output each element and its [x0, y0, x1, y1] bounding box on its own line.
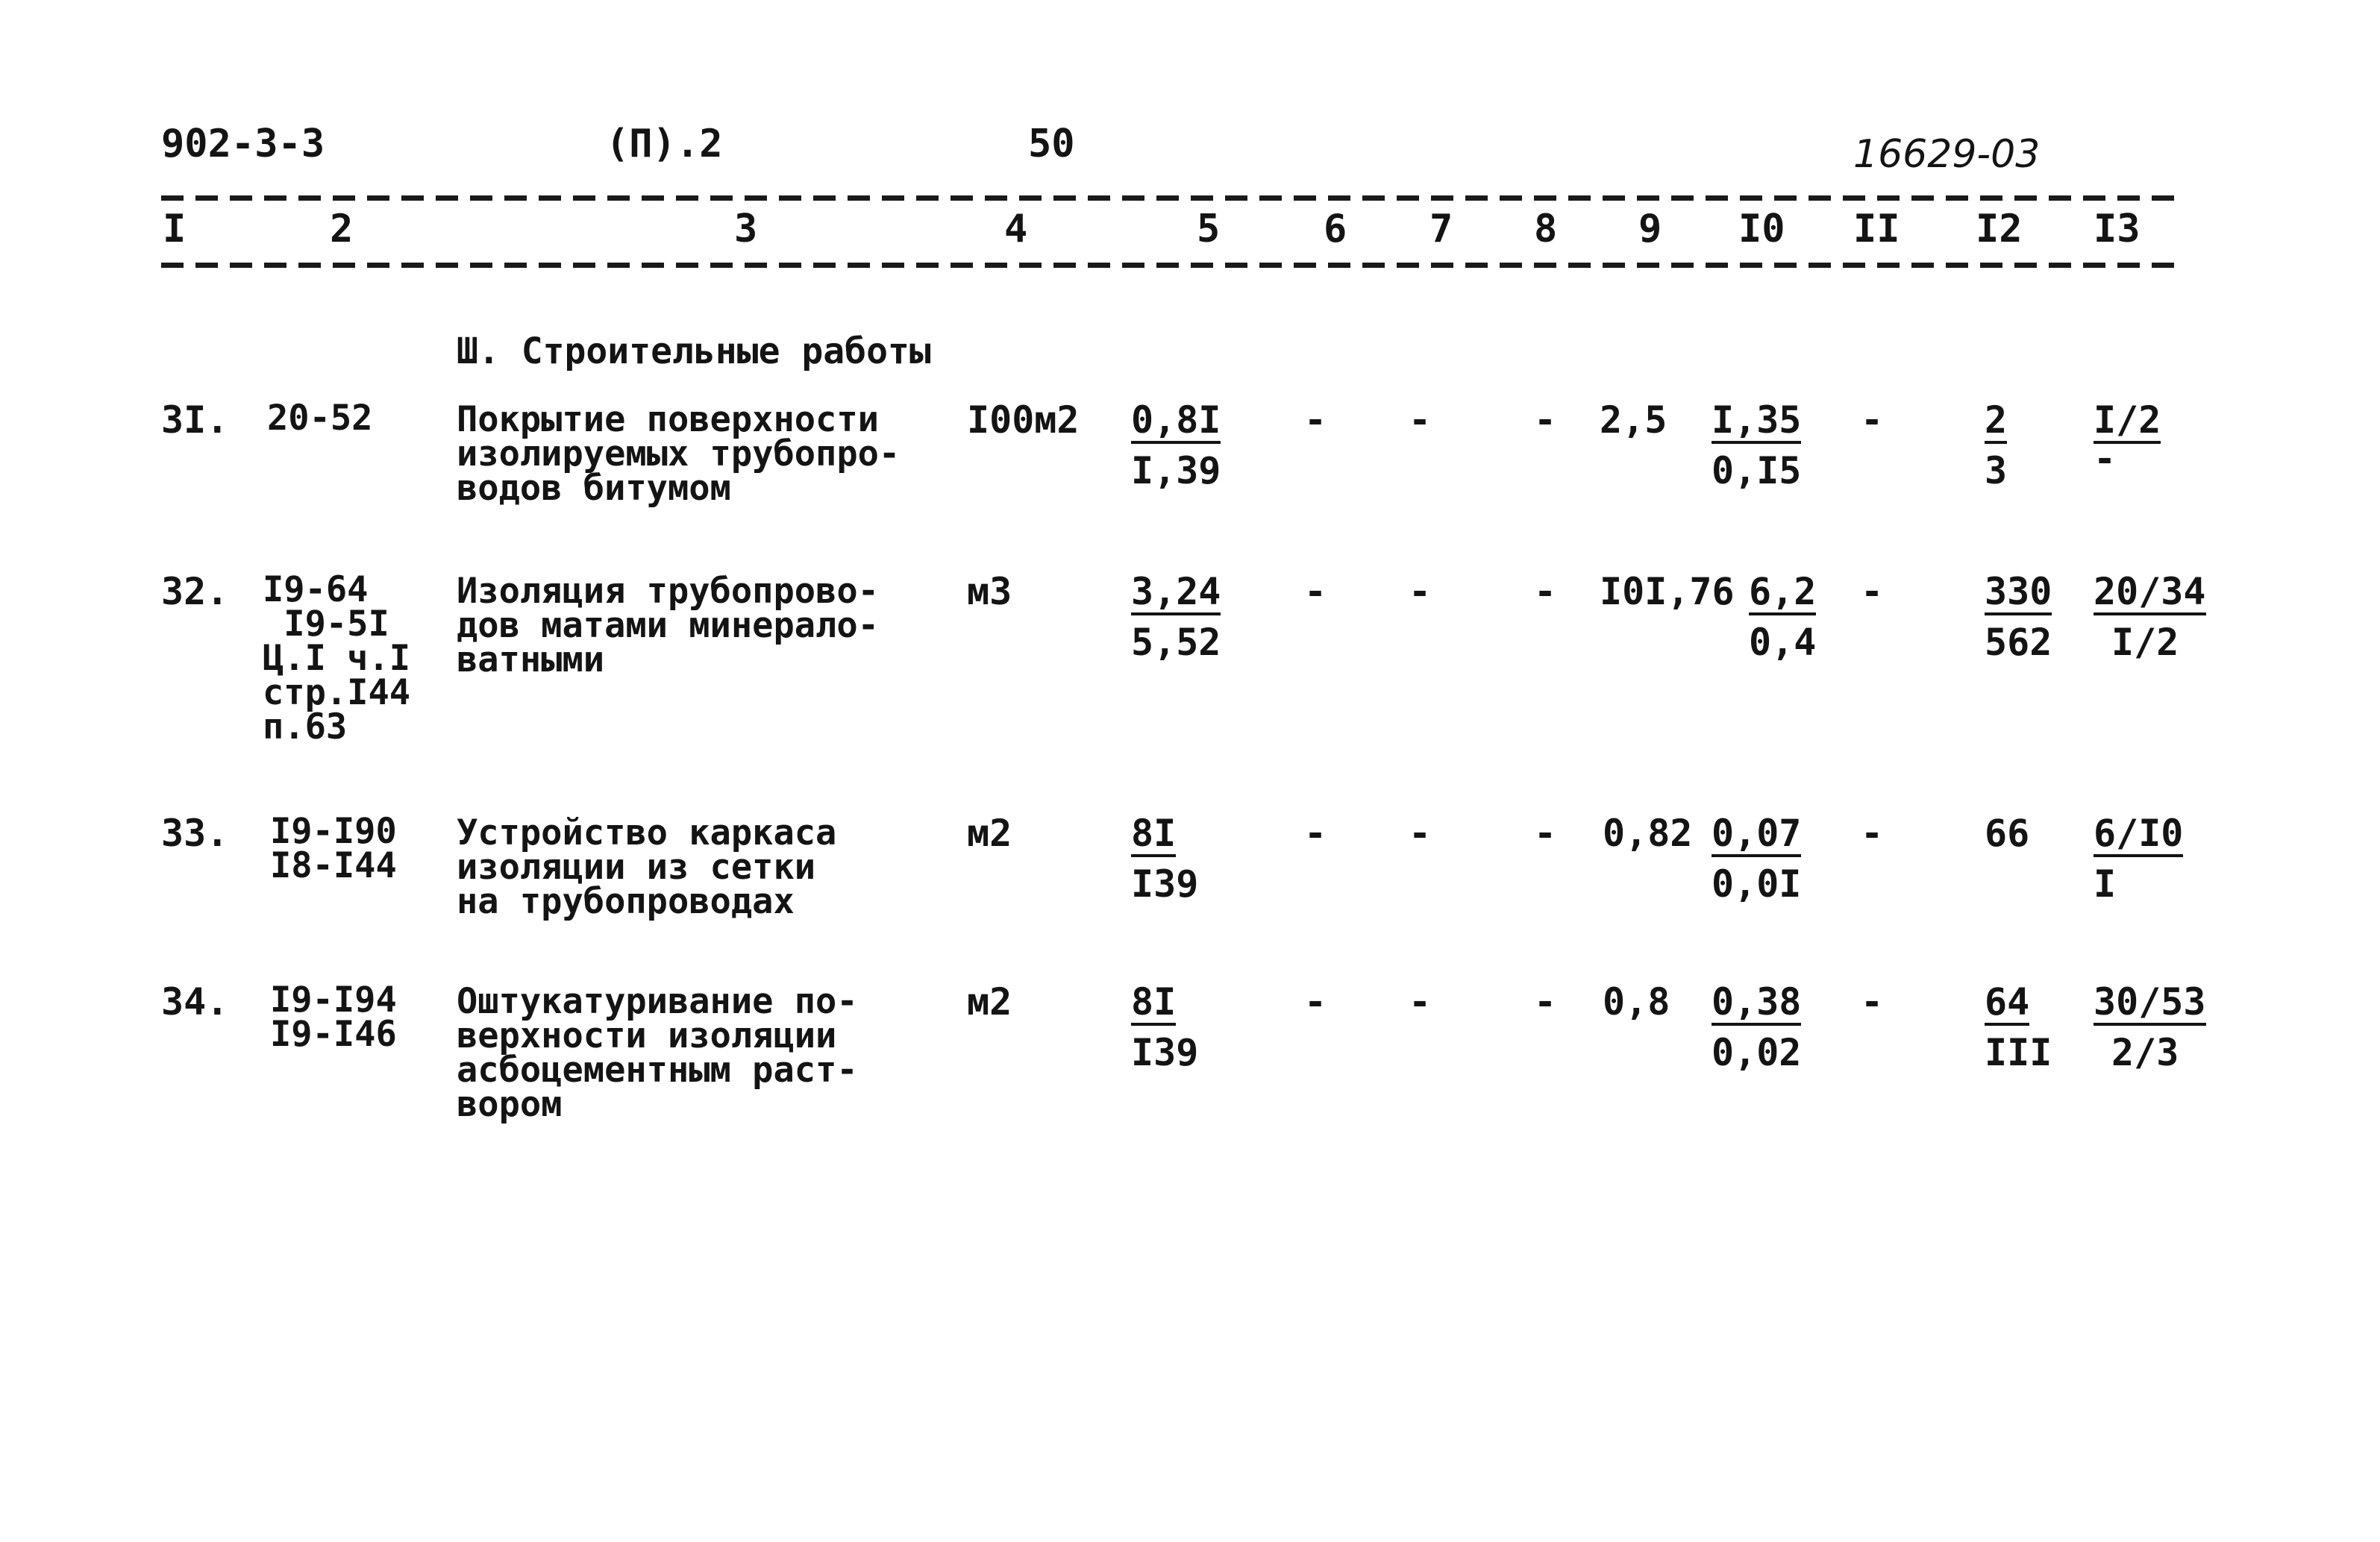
col10-top: 6,2: [1749, 573, 1816, 615]
col5-top: 8I: [1131, 815, 1176, 857]
col9: I0I,76: [1600, 570, 1735, 613]
col10-bottom: 0,02: [1712, 1031, 1802, 1074]
norm-codes: I9-I94 I9-I46: [270, 980, 397, 1055]
col10-bottom: 0,I5: [1712, 449, 1802, 492]
unit: м3: [967, 570, 1012, 613]
col13-bottom: I/2: [2111, 621, 2179, 664]
col13-bottom: -: [2094, 437, 2117, 480]
col10-bottom: 0,0I: [1712, 862, 1802, 906]
col7: -: [1409, 570, 1432, 613]
row-number: 34.: [161, 980, 229, 1024]
col6: -: [1304, 398, 1327, 442]
norm-codes: I9-64 I9-5I Ц.I ч.I стр.I44 п.63: [263, 569, 411, 748]
col8: -: [1534, 398, 1557, 442]
unit: м2: [967, 812, 1012, 855]
col10-top: 0,07: [1712, 815, 1801, 857]
row-number: 33.: [161, 812, 229, 855]
col-header-13: I3: [2094, 207, 2141, 251]
col7: -: [1409, 812, 1432, 855]
col11: -: [1861, 812, 1884, 855]
col11: -: [1861, 980, 1884, 1024]
section-title: Ш. Строительные работы: [457, 330, 931, 372]
col-header-11: II: [1853, 207, 1900, 251]
col12-bottom: III: [1985, 1031, 2052, 1074]
col10-bottom: 0,4: [1749, 621, 1817, 664]
header-bottom-rule: [161, 263, 2176, 268]
col13-top: I/2: [2094, 401, 2161, 444]
col-header-6: 6: [1324, 207, 1347, 251]
col10-top: 0,38: [1712, 983, 1801, 1026]
col5-bottom: 5,52: [1131, 621, 1221, 664]
row-number: 3I.: [161, 398, 229, 442]
col12-top: 2: [1985, 401, 2007, 444]
col10-top: I,35: [1712, 401, 1801, 444]
unit: I00м2: [967, 398, 1080, 442]
col13-top: 6/I0: [2094, 815, 2183, 857]
col6: -: [1304, 980, 1327, 1024]
col13-top: 20/34: [2094, 573, 2206, 615]
col-header-7: 7: [1429, 207, 1453, 251]
unit: м2: [967, 980, 1012, 1024]
col-header-1: I: [163, 207, 187, 251]
col5-bottom: I39: [1131, 862, 1199, 906]
col12-bottom: 3: [1985, 449, 2008, 492]
col-header-10: I0: [1738, 207, 1785, 251]
col7: -: [1409, 980, 1432, 1024]
col5-bottom: I39: [1131, 1031, 1199, 1074]
part-number: (П).2: [606, 122, 723, 166]
col-header-5: 5: [1197, 207, 1221, 251]
work-description: Оштукатуривание по- верхности изоляции асбоцементным раст- вором: [457, 981, 858, 1125]
col8: -: [1534, 980, 1557, 1024]
row-number: 32.: [161, 570, 229, 613]
work-description: Устройство каркаса изоляции из сетки на трубопроводах: [457, 812, 837, 922]
col7: -: [1409, 398, 1432, 442]
col5-top: 0,8I: [1131, 401, 1221, 444]
norm-code: 20-52: [267, 398, 373, 439]
norm-codes: I9-I90 I8-I44: [270, 811, 397, 886]
col-header-8: 8: [1534, 207, 1558, 251]
col6: -: [1304, 570, 1327, 613]
col13-bottom: I: [2094, 862, 2117, 906]
col12-top: 330: [1985, 573, 2052, 615]
handwritten-code: 16629-03: [1853, 132, 2041, 177]
col-header-12: I2: [1976, 207, 2023, 251]
document-code: 902-3-3: [161, 122, 325, 166]
header-top-rule: [161, 195, 2176, 201]
col5-top: 8I: [1131, 983, 1176, 1026]
col11: -: [1861, 398, 1884, 442]
col11: -: [1861, 570, 1884, 613]
col12-bottom: 562: [1985, 621, 2052, 664]
col13-top: 30/53: [2094, 983, 2206, 1026]
col8: -: [1534, 812, 1557, 855]
col6: -: [1304, 812, 1327, 855]
col9: 0,8: [1603, 980, 1670, 1024]
col-header-9: 9: [1638, 207, 1662, 251]
col13-bottom: 2/3: [2111, 1031, 2179, 1074]
col5-top: 3,24: [1131, 573, 1221, 615]
col5-bottom: I,39: [1131, 449, 1221, 492]
col9: 0,82: [1603, 812, 1693, 855]
col-header-2: 2: [330, 207, 354, 251]
work-description: Покрытие поверхности изолируемых трубопро- водов битумом: [457, 399, 901, 509]
col12-top: 64: [1985, 983, 2029, 1026]
work-description: Изоляция трубопрово- дов матами минерало- ватными: [457, 571, 879, 680]
col8: -: [1534, 570, 1557, 613]
col-header-3: 3: [734, 207, 758, 251]
col9: 2,5: [1600, 398, 1667, 442]
col12-top: 66: [1985, 812, 2030, 855]
col-header-4: 4: [1004, 207, 1028, 251]
page-number: 50: [1028, 122, 1075, 166]
